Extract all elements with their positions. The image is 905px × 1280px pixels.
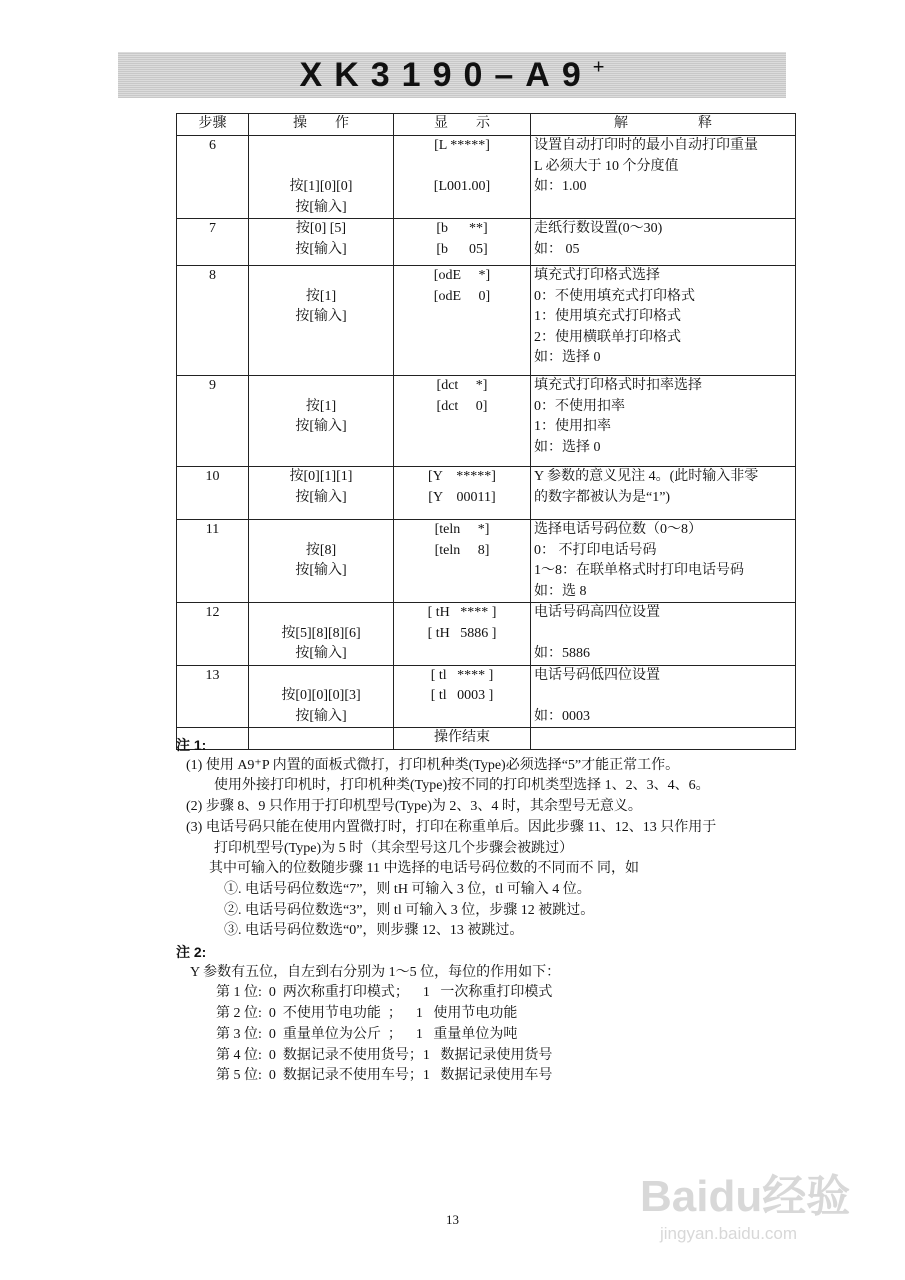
page-number: 13 bbox=[446, 1212, 459, 1227]
operation-line bbox=[252, 136, 390, 157]
display-cell bbox=[394, 219, 531, 266]
operation-line: 按[输入] bbox=[295, 563, 347, 578]
display-line: [dct *] bbox=[436, 378, 488, 393]
explanation-line: 如：0003 bbox=[534, 708, 590, 724]
display-line: [teln *] bbox=[434, 522, 490, 537]
explanation-line bbox=[534, 686, 792, 707]
table-row bbox=[177, 603, 796, 666]
operation-line bbox=[252, 520, 390, 541]
note1-line: ③. 电话号码位数选“0”，则步骤 12、13 被跳过。 bbox=[224, 923, 524, 939]
note1-line: 打印机型号(Type)为 5 时（其余型号这几个步骤会被跳过） bbox=[214, 840, 574, 856]
explanation-line: 0：不使用扣率 bbox=[534, 398, 625, 414]
step-number: 9 bbox=[177, 376, 249, 467]
operation-line: 按[1] bbox=[305, 398, 337, 414]
explanation-line: 设置自动打印时的最小自动打印重量 bbox=[534, 138, 758, 153]
explanation-cell bbox=[531, 603, 796, 666]
explanation-line: 2：使用横联单打印格式 bbox=[534, 329, 681, 345]
operation-line: 按[输入] bbox=[295, 199, 347, 215]
display-line: [L001.00] bbox=[433, 179, 491, 194]
operation-line: 按[输入] bbox=[295, 419, 347, 434]
display-line: [ tl **** ] bbox=[430, 667, 494, 683]
operation-line bbox=[252, 266, 390, 287]
note2-intro: Y 参数有五位，自左到右分别为 1～5 位，每位的作用如下： bbox=[190, 964, 561, 980]
explanation-line bbox=[534, 624, 792, 645]
explanation-line: 如：选择 0 bbox=[534, 350, 601, 365]
watermark-url: jingyan.baidu.com bbox=[660, 1224, 798, 1243]
notes bbox=[176, 735, 816, 1087]
operation-cell bbox=[249, 603, 394, 666]
explanation-line: 填充式打印格式时扣率选择 bbox=[534, 378, 702, 393]
step-number: 12 bbox=[177, 603, 249, 666]
display-line: [teln 8] bbox=[434, 542, 490, 558]
display-line: [odE 0] bbox=[433, 288, 491, 304]
operation-line: 按[输入] bbox=[295, 489, 347, 505]
display-line: [dct 0] bbox=[436, 398, 488, 414]
note2-line: 第 1 位: 0 两次称重打印模式； 1 一次称重打印模式 bbox=[216, 985, 553, 1001]
display-line: [odE *] bbox=[433, 268, 491, 283]
operation-cell bbox=[249, 665, 394, 728]
note2-line: 第 5 位: 0 数据记录不使用车号；1 数据记录使用车号 bbox=[216, 1068, 553, 1084]
operation-cell bbox=[249, 520, 394, 603]
explanation-line: 电话号码高四位设置 bbox=[534, 605, 660, 620]
col-operation: 操 作 bbox=[249, 114, 394, 136]
operation-line: 按[5][8][8][6] bbox=[281, 625, 361, 641]
display-line: [Y *****] bbox=[428, 469, 496, 484]
note2-line: 第 2 位: 0 不使用节电功能 ； 1 使用节电功能 bbox=[216, 1006, 518, 1022]
table-header bbox=[177, 114, 796, 136]
note1-title: 注 1: bbox=[176, 737, 207, 753]
explanation-cell bbox=[531, 467, 796, 520]
display-cell bbox=[394, 376, 531, 467]
table-row bbox=[177, 136, 796, 219]
table-row bbox=[177, 219, 796, 266]
display-line bbox=[397, 157, 527, 178]
explanation-line: 0： 不打印电话号码 bbox=[534, 542, 657, 558]
step-number: 7 bbox=[177, 219, 249, 266]
display-cell bbox=[394, 266, 531, 376]
operation-line: 按[输入] bbox=[295, 646, 347, 661]
display-line: [ tH **** ] bbox=[427, 605, 497, 620]
explanation-line: 如：选择 0 bbox=[534, 439, 601, 455]
explanation-line: 0：不使用填充式打印格式 bbox=[534, 288, 695, 304]
title-text: XK3190–A9 bbox=[299, 56, 593, 94]
operation-cell bbox=[249, 219, 394, 266]
note1-line: (3) 电话号码只能在使用内置微打时，打印在称重单后。因此步骤 11、12、13 只作用于 bbox=[186, 819, 717, 835]
operation-line: 按[输入] bbox=[295, 309, 347, 324]
display-cell bbox=[394, 467, 531, 520]
operation-line bbox=[252, 603, 390, 624]
note2-title: 注 2: bbox=[176, 944, 207, 961]
table-row bbox=[177, 266, 796, 376]
explanation-line: 1～8：在联单格式时打印电话号码 bbox=[534, 563, 744, 578]
step-number: 13 bbox=[177, 665, 249, 728]
note1-line: 使用外接打印机时，打印机种类(Type)按不同的打印机类型选择 1、2、3、4、6。 bbox=[214, 778, 710, 794]
explanation-line: 如： 05 bbox=[534, 241, 580, 257]
note2-line: 第 3 位: 0 重量单位为公斤 ； 1 重量单位为吨 bbox=[216, 1026, 518, 1042]
note1-line: ②. 电话号码位数选“3”，则 tl 可输入 3 位，步骤 12 被跳过。 bbox=[224, 902, 595, 918]
steps-table bbox=[176, 113, 796, 750]
table-row bbox=[177, 376, 796, 467]
operation-line: 按[0][0][0][3] bbox=[281, 688, 361, 703]
note1-line: (2) 步骤 8、9 只作用于打印机型号(Type)为 2、3、4 时，其余型号无意义。 bbox=[186, 799, 642, 815]
watermark-logo: Baidu经验 bbox=[640, 1172, 851, 1221]
operation-cell bbox=[249, 467, 394, 520]
operation-line: 按[8] bbox=[305, 542, 337, 558]
display-line: [Y 00011] bbox=[428, 489, 496, 505]
operation-cell bbox=[249, 376, 394, 467]
operation-cell bbox=[249, 266, 394, 376]
operation-line: 按[0][1][1] bbox=[289, 469, 353, 484]
display-cell bbox=[394, 603, 531, 666]
operation-line: 按[1][0][0] bbox=[289, 179, 353, 194]
step-number: 6 bbox=[177, 136, 249, 219]
document-title bbox=[118, 56, 786, 95]
operation-line bbox=[252, 376, 390, 397]
display-line: [b 05] bbox=[436, 241, 488, 257]
title-superscript: + bbox=[592, 56, 605, 79]
explanation-cell bbox=[531, 520, 796, 603]
title-banner bbox=[118, 52, 786, 98]
watermark bbox=[640, 1160, 850, 1244]
col-display: 显 示 bbox=[394, 114, 531, 136]
explanation-line: 走纸行数设置(0～30) bbox=[534, 221, 663, 236]
operation-line bbox=[252, 157, 390, 178]
display-cell bbox=[394, 520, 531, 603]
explanation-line: 电话号码低四位设置 bbox=[534, 667, 660, 683]
explanation-line: 如：5886 bbox=[534, 646, 590, 661]
display-line: [b **] bbox=[436, 221, 488, 236]
table-row bbox=[177, 467, 796, 520]
explanation-line: 如：选 8 bbox=[534, 583, 587, 599]
display-line: [ tH 5886 ] bbox=[427, 625, 497, 641]
table-row bbox=[177, 665, 796, 728]
operation-cell bbox=[249, 136, 394, 219]
display-line: [L *****] bbox=[434, 138, 490, 153]
step-number: 11 bbox=[177, 520, 249, 603]
display-line: 操作结束 bbox=[434, 730, 490, 745]
operation-line: 按[0] [5] bbox=[295, 221, 347, 236]
operation-line: 按[输入] bbox=[295, 708, 347, 724]
note1-line: ①. 电话号码位数选“7”，则 tH 可输入 3 位，tl 可输入 4 位。 bbox=[224, 881, 591, 897]
col-explanation: 解 释 bbox=[531, 114, 796, 136]
explanation-cell bbox=[531, 665, 796, 728]
col-step: 步骤 bbox=[177, 114, 249, 136]
display-cell bbox=[394, 665, 531, 728]
explanation-line: 选择电话号码位数（0～8） bbox=[534, 522, 702, 537]
explanation-cell bbox=[531, 266, 796, 376]
note1-line: 其中可输入的位数随步骤 11 中选择的电话号码位数的不同而不 同，如 bbox=[209, 861, 639, 877]
operation-line: 按[1] bbox=[305, 288, 337, 304]
explanation-line: 填充式打印格式选择 bbox=[534, 268, 660, 283]
table-row bbox=[177, 520, 796, 603]
step-number: 10 bbox=[177, 467, 249, 520]
explanation-cell bbox=[531, 376, 796, 467]
operation-line: 按[输入] bbox=[295, 241, 347, 257]
explanation-line: 1：使用填充式打印格式 bbox=[534, 309, 681, 324]
note2-line: 第 4 位: 0 数据记录不使用货号；1 数据记录使用货号 bbox=[216, 1047, 553, 1063]
display-cell bbox=[394, 136, 531, 219]
explanation-line: 的数字都被认为是“1”) bbox=[534, 489, 671, 505]
explanation-cell bbox=[531, 136, 796, 219]
explanation-line: Y 参数的意义见注 4。(此时输入非零 bbox=[534, 469, 759, 484]
explanation-line: 1：使用扣率 bbox=[534, 419, 611, 434]
explanation-line: 如：1.00 bbox=[534, 179, 587, 194]
explanation-cell bbox=[531, 219, 796, 266]
operation-line bbox=[252, 666, 390, 687]
step-number: 8 bbox=[177, 266, 249, 376]
note1-line: (1) 使用 A9⁺P 内置的面板式微打，打印机种类(Type)必须选择“5”才能正常工作。 bbox=[186, 757, 680, 773]
explanation-line: L 必须大于 10 个分度值 bbox=[534, 158, 679, 174]
display-line: [ tl 0003 ] bbox=[430, 688, 494, 703]
